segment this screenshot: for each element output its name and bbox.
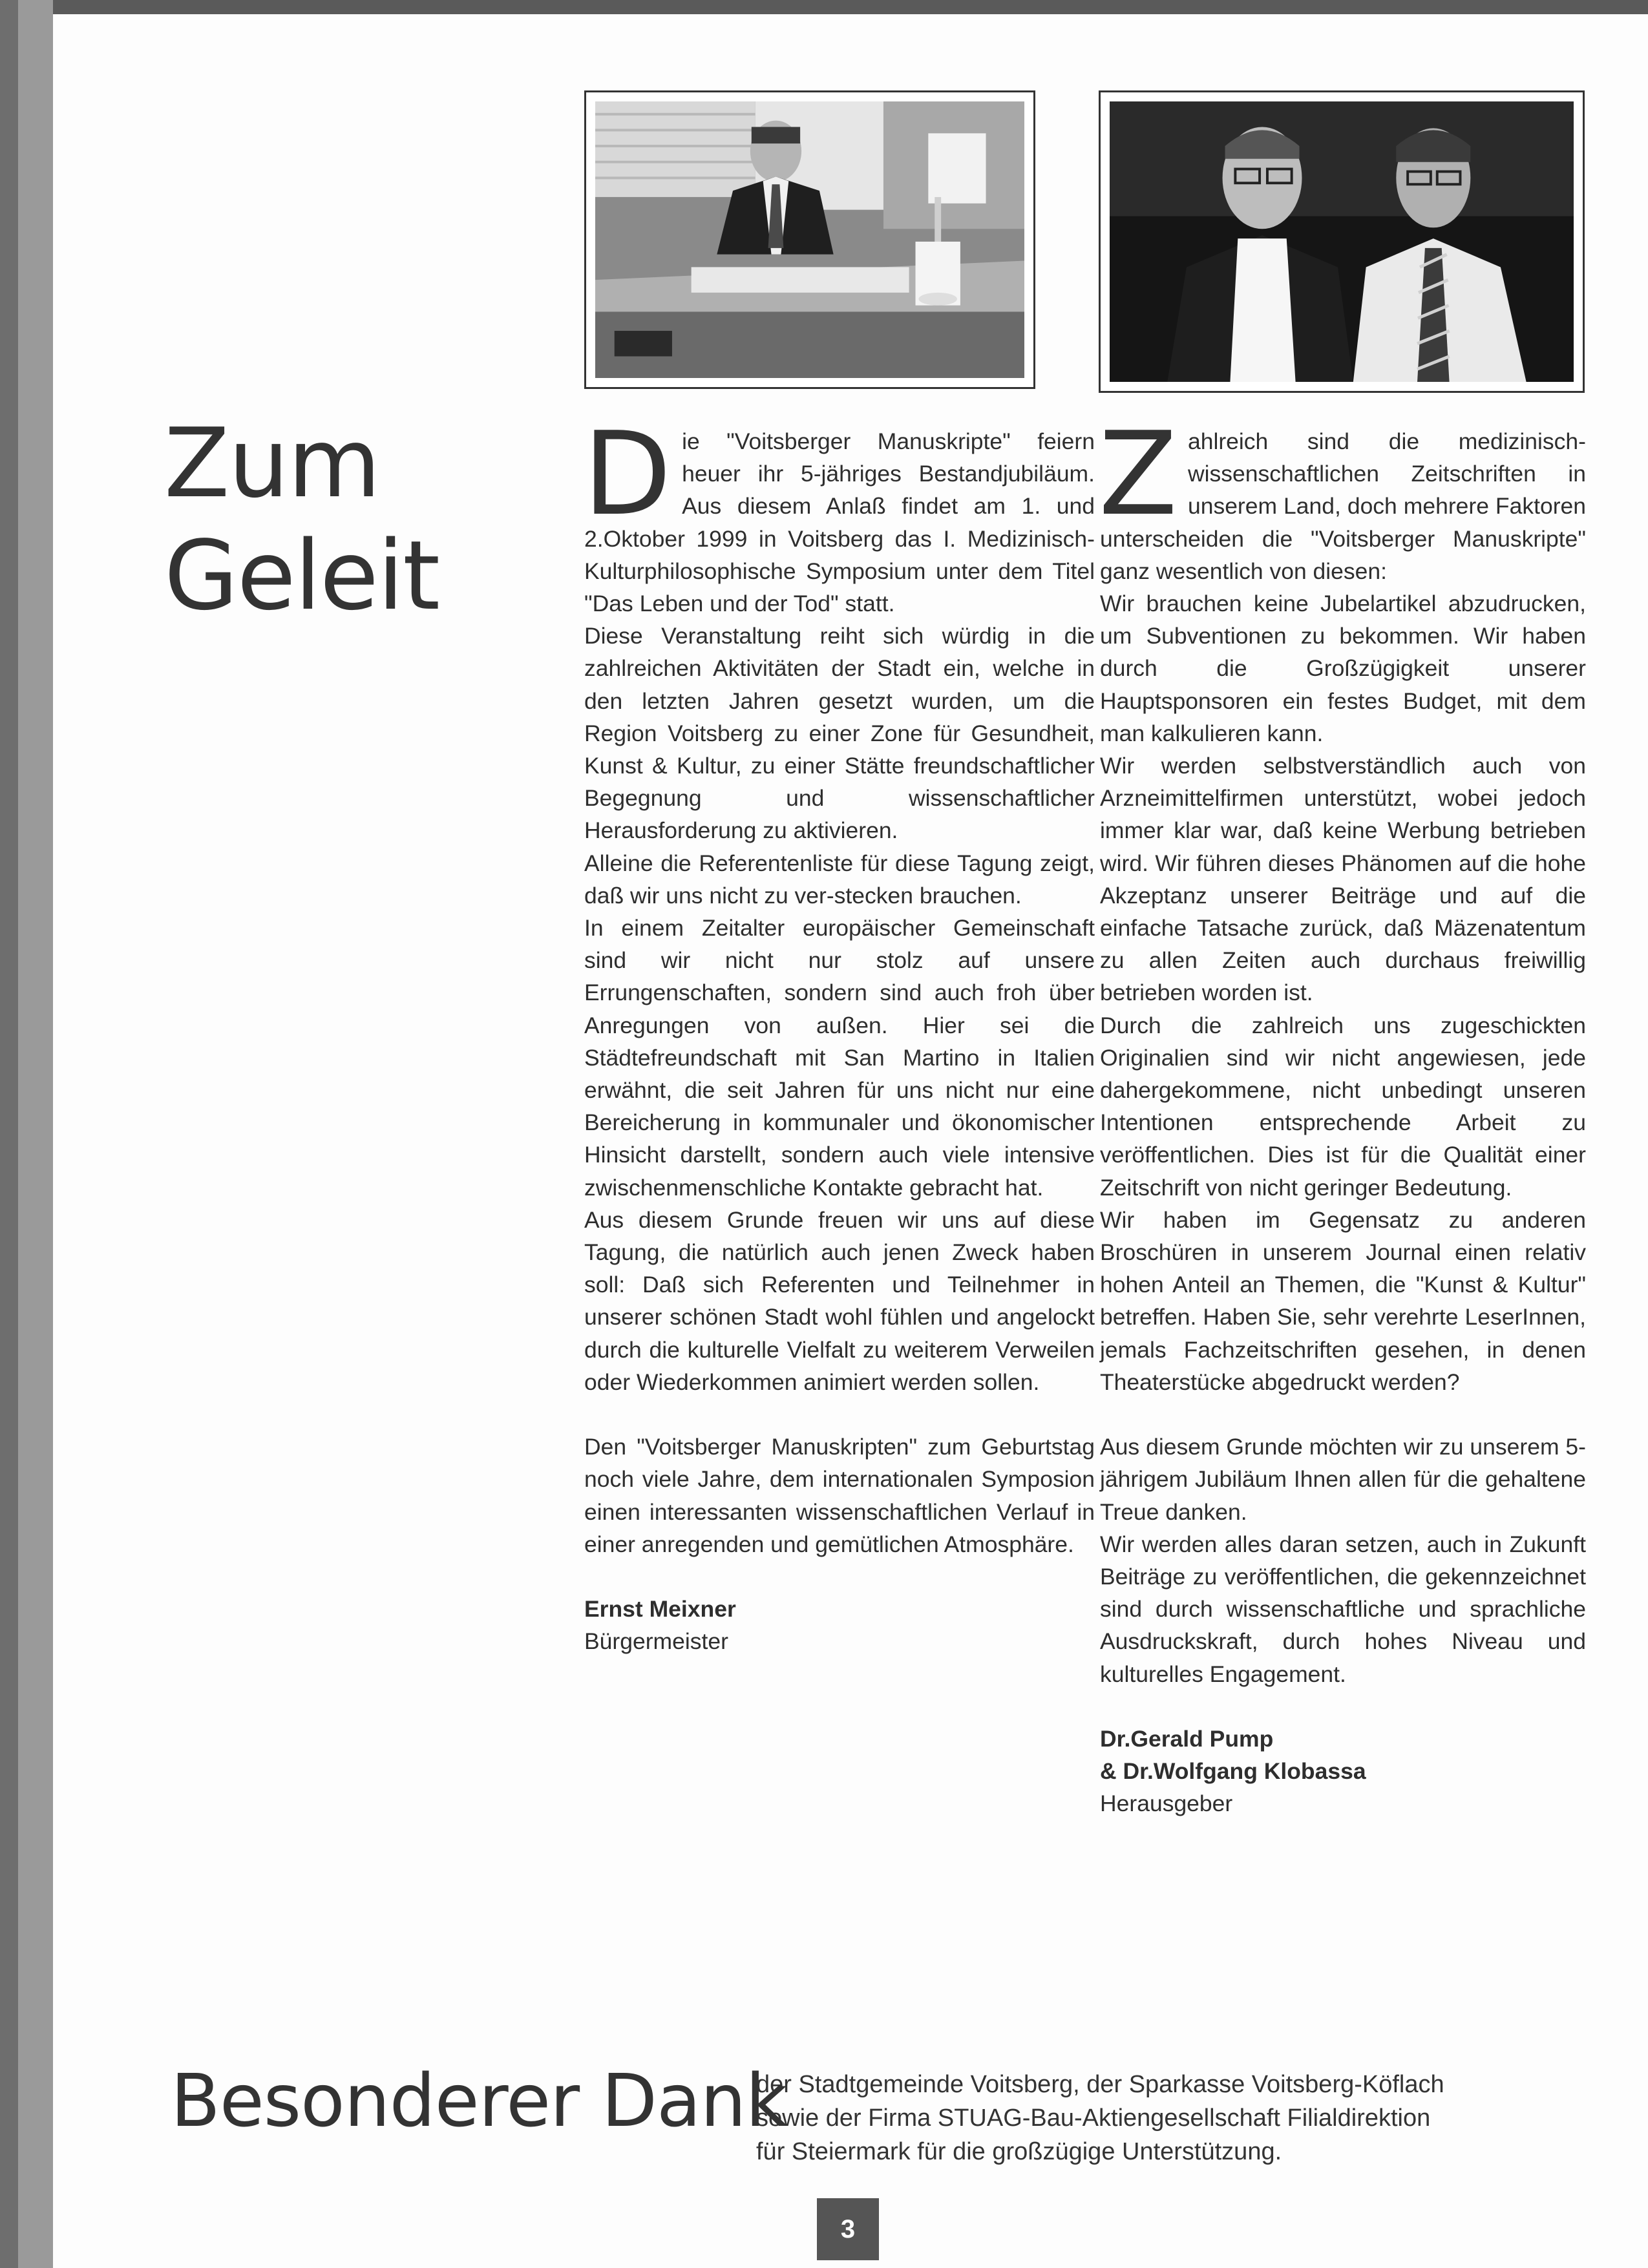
paragraph: In einem Zeitalter europäischer Gemeinschaft sind wir nicht nur stolz auf unsere Errungenschaften, sondern sind auch froh über Anregungen von außen. Hier sei die Städtefreundschaft mit San Martino in Italien erwähnt, die seit Jahren für uns nicht nur eine Bereicherung in kommunaler und ökonomischer Hinsicht darstellt, sondern auch viele intensive zwischenmenschliche Kontakte gebracht hat.	[584, 915, 1095, 1201]
acknowledgement-line: für Steiermark für die großzügige Unterstützung.	[756, 2138, 1282, 2165]
page-number: 3	[817, 2198, 879, 2260]
paragraph: Alleine die Referentenliste für diese Tagung zeigt, daß wir uns nicht zu ver-stecken brauchen.	[584, 850, 1095, 908]
page	[53, 14, 1648, 2268]
paragraph: Den "Voitsberger Manuskripten" zum Geburtstag noch viele Jahre, dem internationalen Symposion einen interessanten wissenschaftlichen Verlauf in einer anregenden und gemütlichen Atmosphäre.	[584, 1434, 1095, 1557]
acknowledgement-text	[756, 2068, 1570, 2168]
paragraph: Wir werden selbstverständlich auch von Arzneimittelfirmen unterstützt, wobei jedoch immer klar war, daß keine Werbung betrieben wird. Wir führen dieses Phänomen auf die hohe Akzeptanz unserer Beiträge und auf die einfache Tatsache zurück, daß Mäzenatentum zu allen Zeiten auch durchaus freiwillig betrieben worden ist.	[1100, 753, 1586, 1006]
signature-role: Bürgermeister	[584, 1628, 728, 1655]
paragraph: Wir haben im Gegensatz zu anderen Broschüren in unserem Journal einen relativ hohen Anteil an Themen, die "Kunst & Kultur" betreffen. Haben Sie, sehr verehrte LeserInnen, jemals Fachzeitschriften gesehen, in denen Theaterstücke abgedruckt werden?	[1100, 1206, 1586, 1395]
acknowledgement-title: Besonderer Dank	[171, 2059, 787, 2143]
article-column-left	[583, 407, 1095, 1657]
dropcap: D	[583, 407, 672, 541]
signature-role: Herausgeber	[1100, 1790, 1233, 1817]
paragraph: Diese Veranstaltung reiht sich würdig in die zahlreichen Aktivitäten der Stadt ein, welche in den letzten Jahren gesetzt wurden, um die Region Voitsberg zu einer Zone für Gesundheit, Kunst & Kultur, zu einer Stätte freundschaftlicher Begegnung und wissenschaftlicher Herausforderung zu aktivieren.	[584, 623, 1095, 844]
signature-name: Ernst Meixner	[584, 1595, 736, 1622]
page-title	[164, 407, 500, 632]
paragraph-text: ie "Voitsberger Manuskripte" feiern heuer ihr 5-jähriges Bestandjubiläum. Aus diesem Anlaß findet am 1. und 2.Oktober 1999 in Voitsberg das I. Medizinisch-Kulturphilosophische Symposium unter dem Titel "Das Leben und der Tod" statt.	[584, 428, 1095, 617]
paragraph: Wir brauchen keine Jubelartikel abzudrucken, um Subventionen zu bekommen. Wir haben durch die Großzügigkeit unserer Hauptsponsoren ein festes Budget, mit dem man kalkulieren kann.	[1100, 591, 1586, 746]
article-column-right	[1099, 407, 1586, 1820]
acknowledgement-line: der Stadtgemeinde Voitsberg, der Sparkasse Voitsberg-Köflach	[756, 2071, 1444, 2098]
paragraph: Wir werden alles daran setzen, auch in Zukunft Beiträge zu veröffentlichen, die gekennzeichnet sind durch wissenschaftliche und sprachliche Ausdruckskraft, durch hohes Niveau und kulturelles Engagement.	[1100, 1531, 1586, 1687]
signature-name: & Dr.Wolfgang Klobassa	[1100, 1758, 1366, 1784]
paragraph: Aus diesem Grunde freuen wir uns auf diese Tagung, die natürlich auch jenen Zweck haben soll: Daß sich Referenten und Teilnehmer in unserer schönen Stadt wohl fühlen und angelockt durch die kulturelle Vielfalt zu weiterem Verweilen oder Wiederkommen animiert werden sollen.	[584, 1206, 1095, 1395]
scan-border-left	[0, 0, 53, 2268]
paragraph	[1099, 407, 1586, 587]
paragraph	[583, 407, 1095, 620]
paragraph-text: ahlreich sind die medizinisch-wissenschaftlichen Zeitschriften in unserem Land, doch mehrere Faktoren unterscheiden die "Voitsberger Manuskripte" ganz wesentlich von diesen:	[1100, 428, 1586, 584]
acknowledgement-line: sowie der Firma STUAG-Bau-Aktiengesellschaft Filialdirektion	[756, 2105, 1431, 2132]
photo-mayor-at-desk	[584, 90, 1035, 389]
scan-border-top	[0, 0, 1648, 14]
page-title-line2: Geleit	[164, 520, 439, 631]
paragraph: Durch die zahlreich uns zugeschickten Originalien sind wir nicht angewiesen, jede dahergekommene, nicht unbedingt unseren Intentionen entsprechende Arbeit zu veröffentlichen. Dies ist für die Qualität einer Zeitschrift von nicht geringer Bedeutung.	[1100, 1012, 1586, 1201]
photo-editors	[1099, 90, 1585, 393]
page-title-line1: Zum	[164, 408, 380, 519]
paragraph: Aus diesem Grunde möchten wir zu unserem 5-jährigem Jubiläum Ihnen allen für die gehaltene Treue danken.	[1100, 1434, 1586, 1525]
dropcap: Z	[1099, 407, 1178, 541]
signature-name: Dr.Gerald Pump	[1100, 1725, 1274, 1752]
